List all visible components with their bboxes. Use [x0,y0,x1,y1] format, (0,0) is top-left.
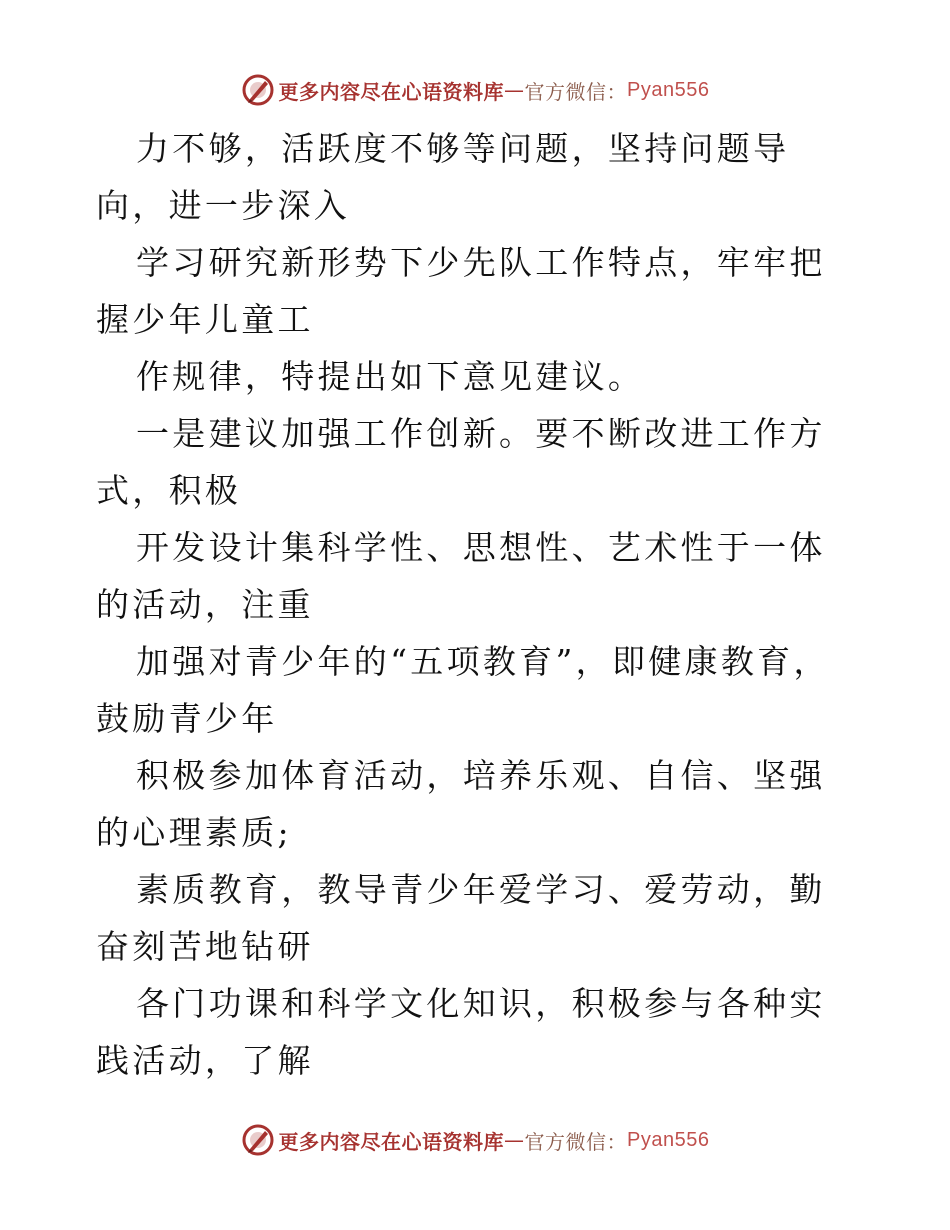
paragraph: 素质教育，教导青少年爱学习、爱劳动，勤奋刻苦地钻研 [96,870,826,966]
watermark-sub-text: 官方微信： [524,1129,628,1154]
paragraph: 各门功课和科学文化知识，积极参与各种实践活动，了解 [96,984,826,1080]
watermark-id: Pyan556 [627,78,710,101]
watermark-main-text: 更多内容尽在心语资料库 [278,79,505,104]
paragraph: 学习研究新形势下少先队工作特点，牢牢把握少年儿童工 [96,243,826,339]
paragraph: 一是建议加强工作创新。要不断改进工作方式，积极 [96,414,826,510]
paragraph: 力不够，活跃度不够等问题，坚持问题导向，进一步深入 [96,129,790,225]
paragraph: 作规律，特提出如下意见建议。 [136,357,645,396]
pen-logo-icon [241,73,275,107]
paragraph: 开发设计集科学性、思想性、艺术性于一体的活动，注重 [96,528,826,624]
header-watermark [0,70,950,110]
pen-logo-icon [241,1123,275,1157]
watermark-dash: — [504,1128,525,1152]
document-body [96,120,856,1089]
paragraph: 加强对青少年的“五项教育”，即健康教育，鼓励青少年 [96,642,830,738]
watermark-sub-text: 官方微信： [524,79,628,104]
watermark-dash: — [504,78,525,102]
watermark-id: Pyan556 [627,1128,710,1151]
paragraph: 积极参加体育活动，培养乐观、自信、坚强的心理素质; [96,756,826,852]
watermark-main-text: 更多内容尽在心语资料库 [278,1129,505,1154]
footer-watermark [0,1120,950,1160]
